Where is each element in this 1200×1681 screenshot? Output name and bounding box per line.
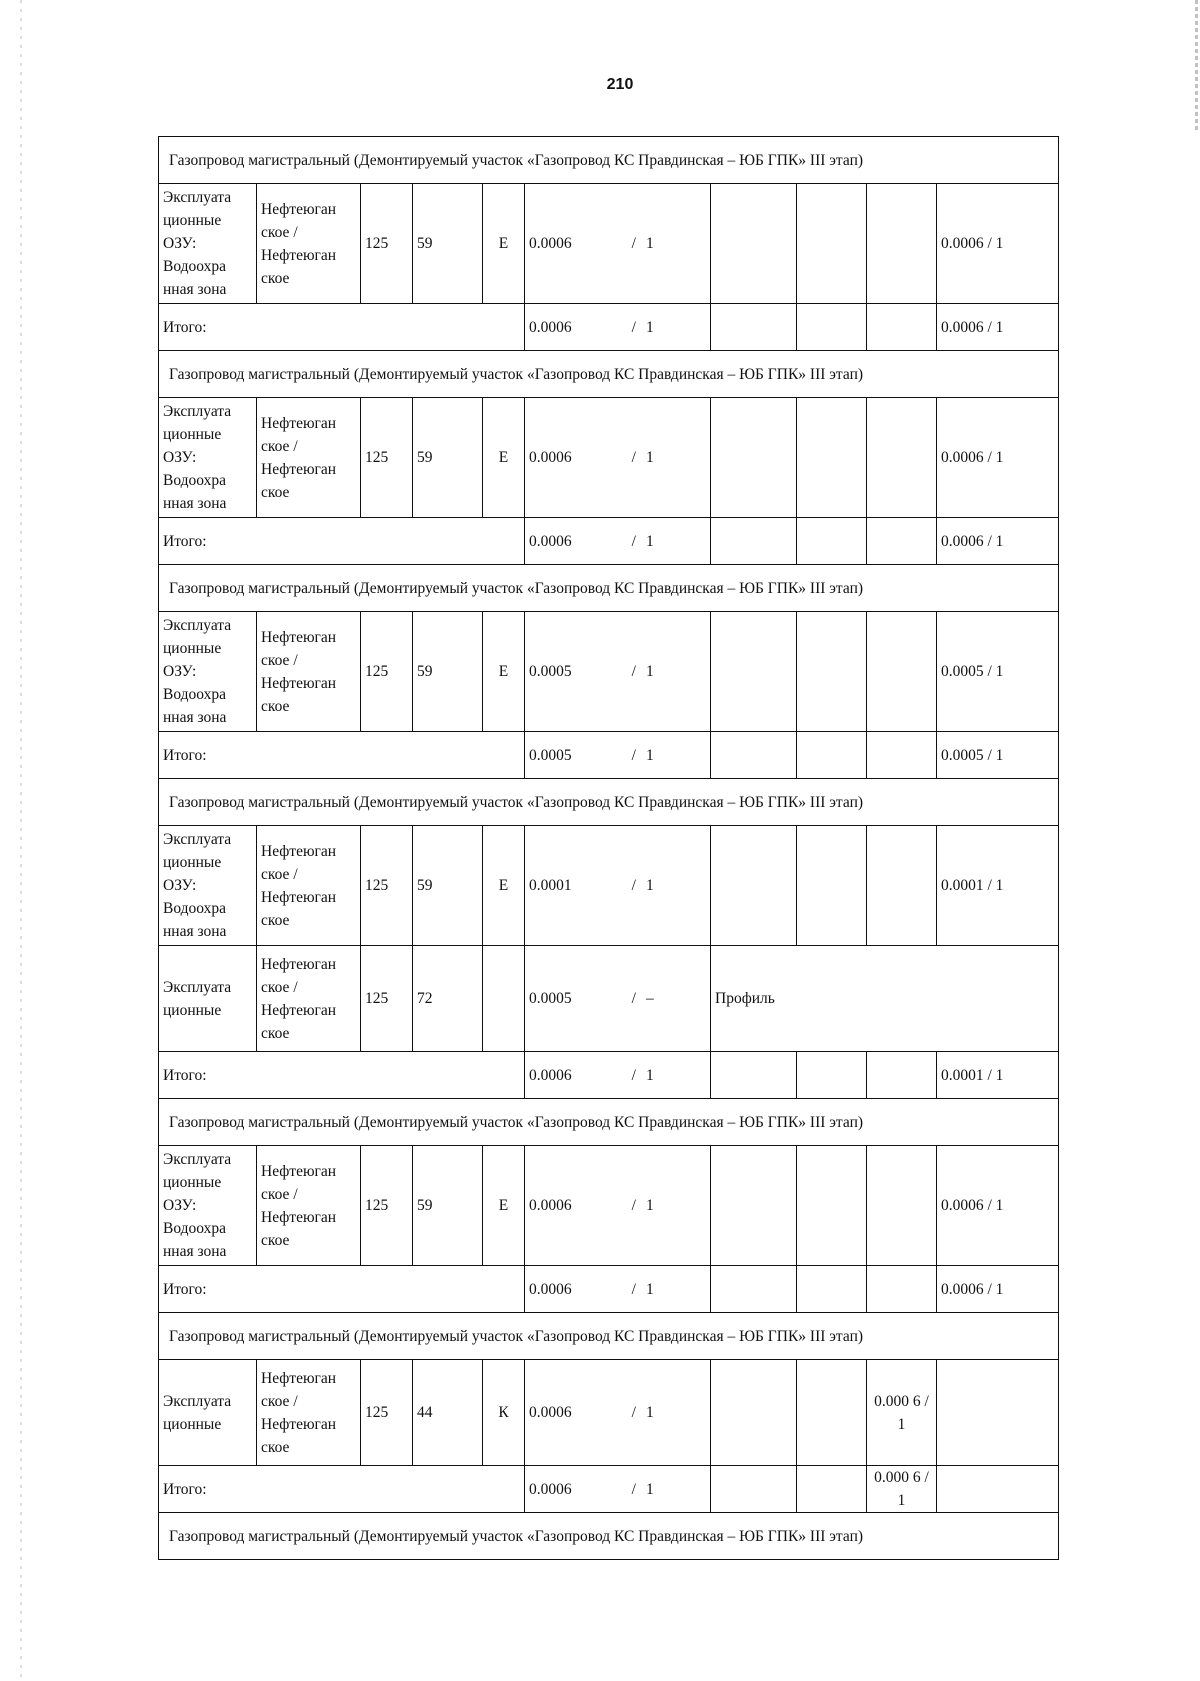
empty-cell (867, 1266, 937, 1313)
area-share: 1 (645, 235, 654, 252)
empty-cell (797, 398, 867, 518)
area-value: 0.0001 (529, 877, 572, 894)
number-cell: 72 (413, 946, 483, 1052)
location-cell: Нефтеюган ское / Нефтеюган ское (257, 1360, 361, 1466)
code-cell: 125 (361, 1360, 413, 1466)
total-label: Итого: (159, 1052, 525, 1099)
area-share: 1 (645, 1197, 654, 1214)
area-value: 0.0006 (529, 235, 572, 252)
category-cell: Е (483, 612, 525, 732)
land-type-cell: Эксплуата ционные ОЗУ: Водоохра нная зона (159, 612, 257, 732)
area-cell: 0.0006 / 1 (525, 398, 711, 518)
total-value: 0.0006 (529, 532, 572, 550)
code-cell: 125 (361, 826, 413, 946)
table-row (159, 1360, 1059, 1466)
result-cell: 0.0005 / 1 (937, 612, 1059, 732)
total-value: 0.0006 (529, 1066, 572, 1084)
total-area-cell: 0.0006 / 1 (525, 518, 711, 565)
section-title-row (159, 1313, 1059, 1360)
area-value: 0.0006 (529, 1404, 572, 1421)
land-plot-table (158, 136, 1059, 1560)
result-cell (937, 1360, 1059, 1466)
empty-cell (867, 826, 937, 946)
number-cell: 59 (413, 612, 483, 732)
empty-cell (711, 1146, 797, 1266)
table-row (159, 826, 1059, 946)
total-row (159, 732, 1059, 779)
land-type-cell: Эксплуата ционные ОЗУ: Водоохра нная зона (159, 398, 257, 518)
total-share: 1 (645, 318, 654, 336)
code-cell: 125 (361, 612, 413, 732)
empty-cell (797, 1360, 867, 1466)
empty-cell (797, 612, 867, 732)
area-share: 1 (645, 663, 654, 680)
section-title: Газопровод магистральный (Демонтируемый участок «Газопровод КС Правдинская – ЮБ ГПК» III этап) (159, 351, 1059, 398)
empty-cell (867, 612, 937, 732)
empty-cell (711, 398, 797, 518)
empty-cell (867, 304, 937, 351)
total-result-cell (937, 1466, 1059, 1513)
total-label: Итого: (159, 732, 525, 779)
page-number: 210 (606, 76, 634, 93)
total-result-cell: 0.0006 / 1 (937, 518, 1059, 565)
total-row (159, 518, 1059, 565)
number-cell: 59 (413, 398, 483, 518)
code-cell: 125 (361, 946, 413, 1052)
land-type-cell: Эксплуата ционные ОЗУ: Водоохра нная зона (159, 1146, 257, 1266)
total-value: 0.0006 (529, 1280, 572, 1298)
number-cell: 59 (413, 184, 483, 304)
empty-cell (711, 304, 797, 351)
empty-cell (867, 398, 937, 518)
section-title-row (159, 351, 1059, 398)
total-share: 1 (645, 746, 654, 764)
location-cell: Нефтеюган ское / Нефтеюган ское (257, 946, 361, 1052)
column-9-cell: 0.000 6 / 1 (867, 1360, 937, 1466)
number-cell: 59 (413, 1146, 483, 1266)
land-type-cell: Эксплуата ционные (159, 946, 257, 1052)
area-cell: 0.0001 / 1 (525, 826, 711, 946)
location-cell: Нефтеюган ское / Нефтеюган ское (257, 1146, 361, 1266)
empty-cell (711, 1266, 797, 1313)
total-value: 0.0006 (529, 1480, 572, 1498)
empty-cell (797, 184, 867, 304)
area-share: 1 (645, 877, 654, 894)
total-row (159, 1266, 1059, 1313)
empty-cell (797, 304, 867, 351)
scan-edge-right (1195, 0, 1198, 130)
result-cell: 0.0001 / 1 (937, 826, 1059, 946)
category-cell: Е (483, 398, 525, 518)
total-result-cell: 0.0006 / 1 (937, 1266, 1059, 1313)
section-title: Газопровод магистральный (Демонтируемый участок «Газопровод КС Правдинская – ЮБ ГПК» III этап) (159, 565, 1059, 612)
total-label: Итого: (159, 518, 525, 565)
table-row (159, 612, 1059, 732)
land-type-cell: Эксплуата ционные ОЗУ: Водоохра нная зона (159, 184, 257, 304)
code-cell: 125 (361, 1146, 413, 1266)
empty-cell (711, 732, 797, 779)
total-label: Итого: (159, 1266, 525, 1313)
area-cell: 0.0005 / – (525, 946, 711, 1052)
scan-edge-left (20, 0, 22, 1681)
total-area-cell: 0.0006 / 1 (525, 304, 711, 351)
table-row (159, 946, 1059, 1052)
location-cell: Нефтеюган ское / Нефтеюган ское (257, 398, 361, 518)
land-type-cell: Эксплуата ционные ОЗУ: Водоохра нная зона (159, 826, 257, 946)
section-title-row (159, 565, 1059, 612)
empty-cell (797, 732, 867, 779)
code-cell: 125 (361, 184, 413, 304)
area-value: 0.0006 (529, 1197, 572, 1214)
result-cell: 0.0006 / 1 (937, 398, 1059, 518)
result-cell: 0.0006 / 1 (937, 184, 1059, 304)
total-share: 1 (645, 1280, 654, 1298)
category-cell: К (483, 1360, 525, 1466)
empty-cell (711, 1360, 797, 1466)
total-column-9-cell: 0.000 6 / 1 (867, 1466, 937, 1513)
empty-cell (867, 184, 937, 304)
total-area-cell: 0.0006 / 1 (525, 1052, 711, 1099)
section-title: Газопровод магистральный (Демонтируемый участок «Газопровод КС Правдинская – ЮБ ГПК» III этап) (159, 1313, 1059, 1360)
area-value: 0.0006 (529, 449, 572, 466)
location-cell: Нефтеюган ское / Нефтеюган ское (257, 826, 361, 946)
table-row (159, 1146, 1059, 1266)
table-row (159, 184, 1059, 304)
area-share: 1 (645, 449, 654, 466)
empty-cell (797, 826, 867, 946)
empty-cell (711, 184, 797, 304)
section-title: Газопровод магистральный (Демонтируемый участок «Газопровод КС Правдинская – ЮБ ГПК» III этап) (159, 1513, 1059, 1560)
area-cell: 0.0005 / 1 (525, 612, 711, 732)
category-cell: Е (483, 1146, 525, 1266)
area-cell: 0.0006 / 1 (525, 1146, 711, 1266)
empty-cell (797, 1146, 867, 1266)
area-cell: 0.0006 / 1 (525, 1360, 711, 1466)
section-title: Газопровод магистральный (Демонтируемый участок «Газопровод КС Правдинская – ЮБ ГПК» III этап) (159, 1099, 1059, 1146)
category-cell (483, 946, 525, 1052)
empty-cell (711, 826, 797, 946)
total-share: 1 (645, 532, 654, 550)
empty-cell (711, 612, 797, 732)
note-cell: Профиль (711, 946, 1059, 1052)
number-cell: 44 (413, 1360, 483, 1466)
total-row (159, 1466, 1059, 1513)
empty-cell (867, 518, 937, 565)
result-cell: 0.0006 / 1 (937, 1146, 1059, 1266)
area-value: 0.0005 (529, 990, 572, 1007)
total-share: 1 (645, 1066, 654, 1084)
total-value: 0.0006 (529, 318, 572, 336)
category-cell: Е (483, 826, 525, 946)
total-share: 1 (645, 1480, 654, 1498)
empty-cell (867, 1146, 937, 1266)
total-row (159, 1052, 1059, 1099)
total-label: Итого: (159, 1466, 525, 1513)
total-result-cell: 0.0001 / 1 (937, 1052, 1059, 1099)
number-cell: 59 (413, 826, 483, 946)
area-share: – (645, 990, 654, 1007)
area-share: 1 (645, 1404, 654, 1421)
empty-cell (797, 518, 867, 565)
empty-cell (867, 732, 937, 779)
empty-cell (711, 1052, 797, 1099)
area-value: 0.0005 (529, 663, 572, 680)
empty-cell (711, 518, 797, 565)
location-cell: Нефтеюган ское / Нефтеюган ское (257, 184, 361, 304)
area-cell: 0.0006 / 1 (525, 184, 711, 304)
empty-cell (797, 1052, 867, 1099)
section-title: Газопровод магистральный (Демонтируемый участок «Газопровод КС Правдинская – ЮБ ГПК» III этап) (159, 137, 1059, 184)
section-title: Газопровод магистральный (Демонтируемый участок «Газопровод КС Правдинская – ЮБ ГПК» III этап) (159, 779, 1059, 826)
total-area-cell: 0.0005 / 1 (525, 732, 711, 779)
location-cell: Нефтеюган ское / Нефтеюган ское (257, 612, 361, 732)
empty-cell (797, 1266, 867, 1313)
total-label: Итого: (159, 304, 525, 351)
table-row (159, 398, 1059, 518)
section-title-row (159, 1099, 1059, 1146)
empty-cell (711, 1466, 797, 1513)
total-result-cell: 0.0006 / 1 (937, 304, 1059, 351)
empty-cell (797, 1466, 867, 1513)
total-value: 0.0005 (529, 746, 572, 764)
category-cell: Е (483, 184, 525, 304)
total-row (159, 304, 1059, 351)
total-result-cell: 0.0005 / 1 (937, 732, 1059, 779)
total-area-cell: 0.0006 / 1 (525, 1466, 711, 1513)
land-type-cell: Эксплуата ционные (159, 1360, 257, 1466)
section-title-row (159, 137, 1059, 184)
total-area-cell: 0.0006 / 1 (525, 1266, 711, 1313)
section-title-row (159, 1513, 1059, 1560)
section-title-row (159, 779, 1059, 826)
code-cell: 125 (361, 398, 413, 518)
empty-cell (867, 1052, 937, 1099)
